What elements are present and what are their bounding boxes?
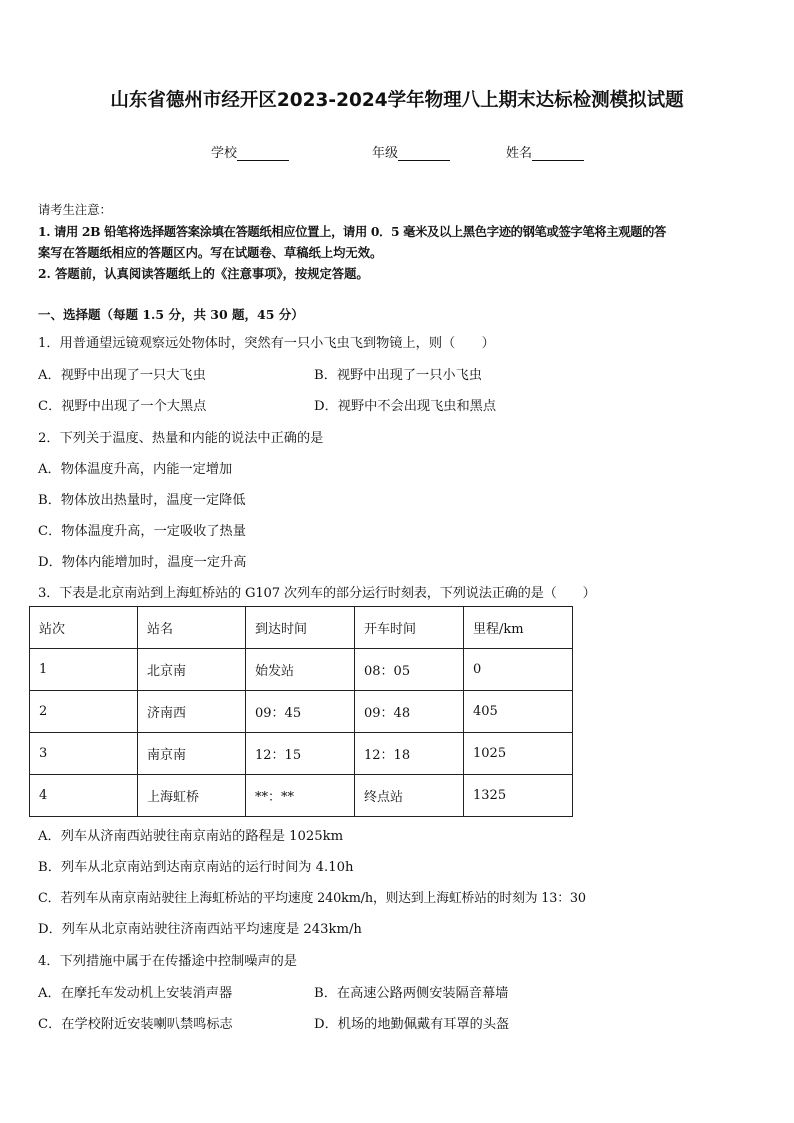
table-cell: 08：05	[355, 649, 464, 691]
table-cell: 北京南	[138, 649, 246, 691]
table-header-cell: 站次	[30, 607, 138, 649]
q3-option-d: D．列车从北京南站驶往济南西站平均速度是 243km/h	[38, 922, 362, 937]
table-cell: 2	[30, 691, 138, 733]
table-cell: 上海虹桥	[138, 775, 246, 817]
notice-heading: 请考生注意：	[38, 203, 112, 217]
q4-option-d: D．机场的地勤佩戴有耳罩的头盔	[314, 1017, 510, 1032]
grade-label: 年级	[372, 146, 399, 161]
grade-blank	[398, 146, 450, 161]
table-cell: 济南西	[138, 691, 246, 733]
q4-option-c: C．在学校附近安装喇叭禁鸣标志	[38, 1017, 233, 1032]
table-header-cell: 里程/km	[464, 607, 573, 649]
table-row	[30, 775, 573, 817]
school-field	[211, 142, 289, 161]
school-label: 学校	[211, 146, 238, 161]
table-header-cell: 到达时间	[246, 607, 355, 649]
table-header-cell: 站名	[138, 607, 246, 649]
table-cell: 1	[30, 649, 138, 691]
timetable	[29, 606, 573, 817]
q4-stem: 4．下列措施中属于在传播途中控制噪声的是	[38, 954, 297, 969]
name-label: 姓名	[506, 146, 533, 161]
school-blank	[237, 146, 289, 161]
notice-item-2: 2. 答题前，认真阅读答题纸上的《注意事项》，按规定答题。	[38, 266, 369, 281]
q3-stem: 3．下表是北京南站到上海虹桥站的 G107 次列车的部分运行时刻表，下列说法正确的是（ ）	[38, 586, 596, 601]
table-header-cell: 开车时间	[355, 607, 464, 649]
q3-option-a: A．列车从济南西站驶往南京南站的路程是 1025km	[38, 829, 344, 844]
q1-stem: 1．用普通望远镜观察远处物体时，突然有一只小飞虫飞到物镜上，则（ ）	[38, 336, 495, 351]
section-heading: 一、选择题（每题 1.5 分，共 30 题，45 分）	[38, 307, 304, 322]
table-cell: **：**	[246, 775, 355, 817]
q2-option-c: C．物体温度升高，一定吸收了热量	[38, 524, 246, 539]
q2-option-a: A．物体温度升高，内能一定增加	[38, 462, 233, 477]
q4-option-b: B．在高速公路两侧安装隔音幕墙	[314, 986, 509, 1001]
name-blank	[532, 146, 584, 161]
table-cell: 09：45	[246, 691, 355, 733]
notice-item-1-line-1: 1. 请用 2B 铅笔将选择题答案涂填在答题纸相应位置上，请用 0．5 毫米及以上黑色字迹的钢笔或签字笔将主观题的答	[38, 224, 666, 239]
table-row	[30, 649, 573, 691]
q2-option-d: D．物体内能增加时，温度一定升高	[38, 555, 247, 570]
table-cell: 3	[30, 733, 138, 775]
table-cell: 始发站	[246, 649, 355, 691]
table-row	[30, 733, 573, 775]
notice-item-1-line-2: 案写在答题纸相应的答题区内。写在试题卷、草稿纸上均无效。	[38, 245, 383, 260]
table-cell: 终点站	[355, 775, 464, 817]
table-cell: 12：18	[355, 733, 464, 775]
timetable-header-row	[30, 607, 573, 649]
q2-option-b: B．物体放出热量时，温度一定降低	[38, 493, 246, 508]
q1-option-b: B．视野中出现了一只小飞虫	[314, 368, 482, 383]
table-cell: 405	[464, 691, 573, 733]
q2-stem: 2．下列关于温度、热量和内能的说法中正确的是	[38, 431, 324, 446]
table-cell: 1025	[464, 733, 573, 775]
table-cell: 南京南	[138, 733, 246, 775]
grade-field	[372, 142, 450, 161]
table-cell: 1325	[464, 775, 573, 817]
table-cell: 12：15	[246, 733, 355, 775]
q4-option-a: A．在摩托车发动机上安装消声器	[38, 986, 233, 1001]
q1-option-a: A．视野中出现了一只大飞虫	[38, 368, 206, 383]
table-cell: 09：48	[355, 691, 464, 733]
name-field	[506, 142, 584, 161]
q3-option-c: C．若列车从南京南站驶往上海虹桥站的平均速度 240km/h，则达到上海虹桥站的时刻为 13：30	[38, 891, 586, 906]
table-row	[30, 691, 573, 733]
q1-option-d: D．视野中不会出现飞虫和黑点	[314, 399, 497, 414]
q3-option-b: B．列车从北京南站到达南京南站的运行时间为 4.10h	[38, 860, 354, 875]
q1-option-c: C．视野中出现了一个大黑点	[38, 399, 207, 414]
page-title: 山东省德州市经开区2023-2024学年物理八上期末达标检测模拟试题	[110, 90, 684, 111]
table-cell: 4	[30, 775, 138, 817]
table-cell: 0	[464, 649, 573, 691]
